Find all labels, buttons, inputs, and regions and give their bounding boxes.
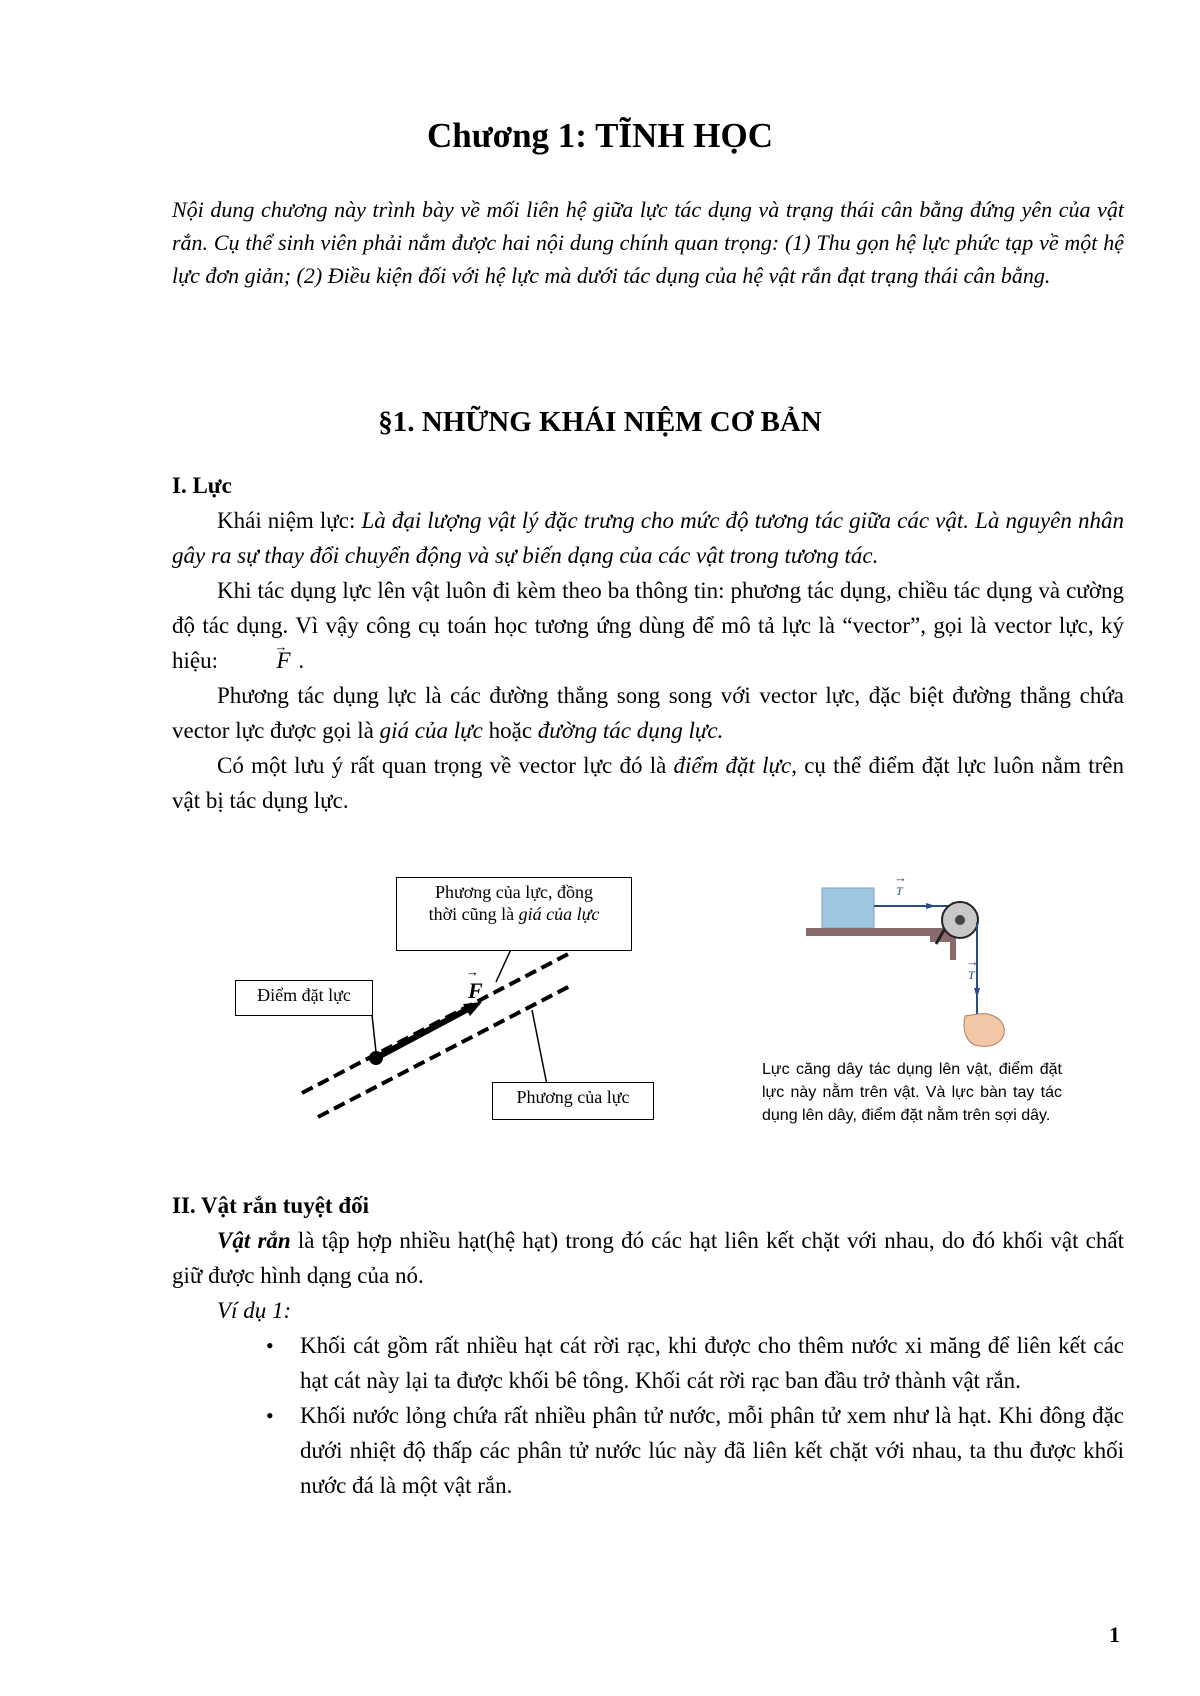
label-point: Điểm đặt lực xyxy=(257,985,351,1005)
label-force: → F xyxy=(466,978,485,1004)
force-direction-text-a: Phương tác dụng lực là các đường thẳng song song với vector lực, đặc biệt đường thẳng chứa vector lực được gọi là xyxy=(172,683,1124,743)
label-direction2: Phương của lực xyxy=(516,1087,630,1107)
application-point xyxy=(369,1051,383,1065)
tension-arrow-1 xyxy=(926,903,936,909)
rigid-body-definition xyxy=(172,1223,1124,1293)
rigid-body-text: là tập hợp nhiều hạt(hệ hạt) trong đó các hạt liên kết chặt với nhau, do đó khối vật chất giữ được hình dạng của nó. xyxy=(172,1228,1124,1288)
label-direction-box xyxy=(396,877,632,951)
pulley-hub xyxy=(955,915,965,925)
label-direction-line1: Phương của lực, đồng xyxy=(434,882,593,902)
force-direction-text-b: hoặc xyxy=(488,718,533,743)
force-definition-label: Khái niệm lực: xyxy=(217,508,356,533)
list-item: • Khối nước lỏng chứa rất nhiều phân tử nước, mỗi phân tử xem như là hạt. Khi đông đặc dưới nhiệt độ thấp các phân tử nước lúc này đã liên kết chặt với nhau, ta thu được khối nước đá là một vật rắn. xyxy=(172,1398,1124,1503)
label-direction-italic: giá của lực xyxy=(518,904,600,924)
part2-block xyxy=(172,1188,1124,1503)
force-vector-end: . xyxy=(298,648,305,673)
example-label: Ví dụ 1: xyxy=(217,1298,292,1323)
force-vector-line xyxy=(376,1008,470,1058)
page-number: 1 xyxy=(1109,1622,1120,1647)
force-action-line-term: đường tác dụng lực. xyxy=(537,718,724,743)
list-item: • Khối cát gồm rất nhiều hạt cát rời rạc, khi được cho thêm nước xi măng để liên kết các hạt cát này lại ta được khối bê tông. Khối cát rời rạc ban đầu trở thành vật rắn. xyxy=(172,1328,1124,1398)
table-top xyxy=(806,928,956,936)
label-point-box xyxy=(235,980,373,1016)
force-point-text-b: , cụ thể điểm đặt lực luôn nằm trên vật bị tác dụng lực. xyxy=(172,753,1125,813)
leader-direction xyxy=(496,947,512,982)
section-title: §1. NHỮNG KHÁI NIỆM CƠ BẢN xyxy=(378,406,822,438)
label-tension-1: → T xyxy=(894,884,905,899)
rigid-body-term: Vật rắn xyxy=(217,1228,291,1253)
label-direction-line2: thời cũng là xyxy=(428,904,515,924)
table-edge xyxy=(930,936,956,960)
example-list xyxy=(172,1328,1124,1503)
force-line-term: giá của lực xyxy=(379,718,483,743)
force-point-term: điểm đặt lực xyxy=(673,753,792,778)
figure-right-caption: Lực căng dây tác dụng lên vật, điểm đặt lực này nằm trên vật. Và lực bàn tay tác dụng lên dây, điểm đặt nằm trên sợi dây. xyxy=(762,1061,1062,1124)
chapter-title: Chương 1: TĨNH HỌC xyxy=(426,116,774,155)
chapter-intro: Nội dung chương này trình bày về mối liên hệ giữa lực tác dụng và trạng thái cân bằng đứng yên của vật rắn. Cụ thể sinh viên phải nắm được hai nội dung chính quan trọng: (1) Thu gọn hệ lực phức tạp về một hệ lực đơn giản; (2) Điều kiện đối với hệ lực mà dưới tác dụng của hệ vật rắn đạt trạng thái cân bằng. xyxy=(172,197,1124,288)
tension-arrow-2 xyxy=(974,988,980,998)
part2-heading: II. Vật rắn tuyệt đối xyxy=(172,1193,370,1218)
leader-point xyxy=(372,1015,376,1052)
hand-icon xyxy=(964,1014,1004,1047)
force-vector-text: Khi tác dụng lực lên vật luôn đi kèm theo ba thông tin: phương tác dụng, chiều tác dụng và cường độ tác dụng. Vì vậy công cụ toán học tương ứng dùng để mô tả lực là “vector”, gọi là vector lực, ký hiệu: xyxy=(172,578,1124,673)
leader-direction-2 xyxy=(532,1010,548,1090)
part1-heading: I. Lực xyxy=(172,473,232,498)
label-tension-2: → T xyxy=(966,968,977,983)
label-direction2-box xyxy=(492,1082,654,1120)
force-definition-text: Là đại lượng vật lý đặc trưng cho mức độ tương tác giữa các vật. Là nguyên nhân gây ra sự thay đổi chuyển động và sự biến dạng của các vật trong tương tác. xyxy=(172,508,1124,568)
force-point-text-a: Có một lưu ý rất quan trọng về vector lực đó là xyxy=(217,753,667,778)
block-body xyxy=(822,888,874,928)
force-symbol: → F xyxy=(230,643,293,678)
